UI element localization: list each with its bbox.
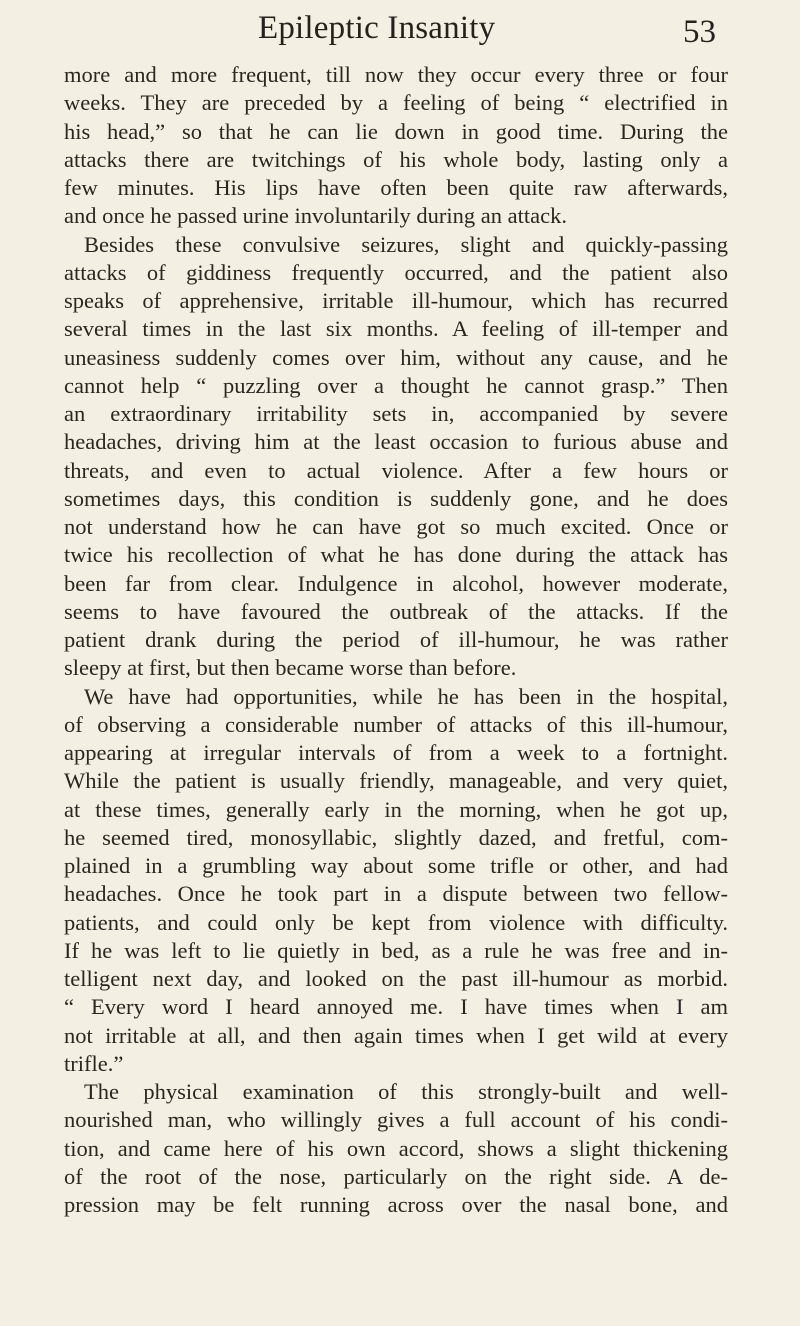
text-line: nourished man, who willingly gives a full account of his condi- [64,1107,728,1133]
text-line: headaches. Once he took part in a dispute between two fellow- [64,881,728,907]
text-line: not irritable at all, and then again times when I get wild at every [64,1022,728,1048]
text-line: “ Every word I heard annoyed me. I have times when I am [64,994,728,1020]
running-title: Epileptic Insanity [258,10,496,46]
text-line: an extraordinary irritability sets in, accompanied by severe [64,401,728,426]
text-line: sometimes days, this condition is suddenly gone, and he does [64,485,728,511]
text-line: not understand how he can have got so much excited. Once or [64,514,728,539]
text-line: While the patient is usually friendly, manageable, and very quiet, [64,768,728,794]
text-line: of observing a considerable number of attacks of this ill-humour, [64,711,728,737]
text-line: patient drank during the period of ill-humour, he was rather [64,627,728,652]
text-line: attacks of giddiness frequently occurred, and the patient also [64,259,728,285]
text-line: twice his recollection of what he has done during the attack has [64,542,728,568]
text-line: speaks of apprehensive, irritable ill-humour, which has recurred [64,288,728,313]
text-line: he seemed tired, monosyllabic, slightly dazed, and fretful, com- [64,824,728,850]
text-line: If he was left to lie quietly in bed, as a rule he was free and in- [64,937,728,963]
running-head [0,10,800,60]
text-line: plained in a grumbling way about some trifle or other, and had [64,853,728,878]
text-line: telligent next day, and looked on the past ill-humour as morbid. [64,966,728,991]
text-line: trifle.” [64,1050,124,1076]
page-number: 53 [683,14,716,50]
text-line: at these times, generally early in the morning, when he got up, [64,796,728,822]
text-line: headaches, driving him at the least occasion to furious abuse and [64,429,728,455]
text-line: pression may be felt running across over the nasal bone, and [64,1192,728,1217]
text-line: of the root of the nose, particularly on the right side. A de- [64,1163,728,1189]
text-line: patients, and could only be kept from violence with difficulty. [64,909,728,935]
text-line: weeks. They are preceded by a feeling of being “ electrified in [64,90,728,116]
text-line: cannot help “ puzzling over a thought he cannot grasp.” Then [64,372,728,398]
text-line: appearing at irregular intervals of from a week to a fortnight. [64,740,728,765]
text-line: attacks there are twitchings of his whole body, lasting only a [64,146,728,172]
text-line: his head,” so that he can lie down in good time. During the [64,118,728,144]
text-line: seems to have favoured the outbreak of the attacks. If the [64,598,728,624]
text-line: several times in the last six months. A feeling of ill-temper and [64,316,728,342]
text-line: uneasiness suddenly comes over him, without any cause, and he [64,344,728,370]
text-line: threats, and even to actual violence. After a few hours or [64,457,728,483]
text-line: We have had opportunities, while he has been in the hospital, [84,683,728,709]
text-line: few minutes. His lips have often been quite raw afterwards, [64,175,728,200]
text-line: and once he passed urine involuntarily during an attack. [64,203,567,229]
text-line: more and more frequent, till now they occur every three or four [64,62,728,87]
text-line: tion, and came here of his own accord, shows a slight thickening [64,1135,728,1161]
text-line: sleepy at first, but then became worse than before. [64,655,517,681]
text-line: been far from clear. Indulgence in alcohol, however moderate, [64,570,728,596]
text-line: The physical examination of this strongly-built and well- [84,1079,728,1104]
text-line: Besides these convulsive seizures, slight and quickly-passing [84,231,728,257]
body-text [64,61,728,1219]
